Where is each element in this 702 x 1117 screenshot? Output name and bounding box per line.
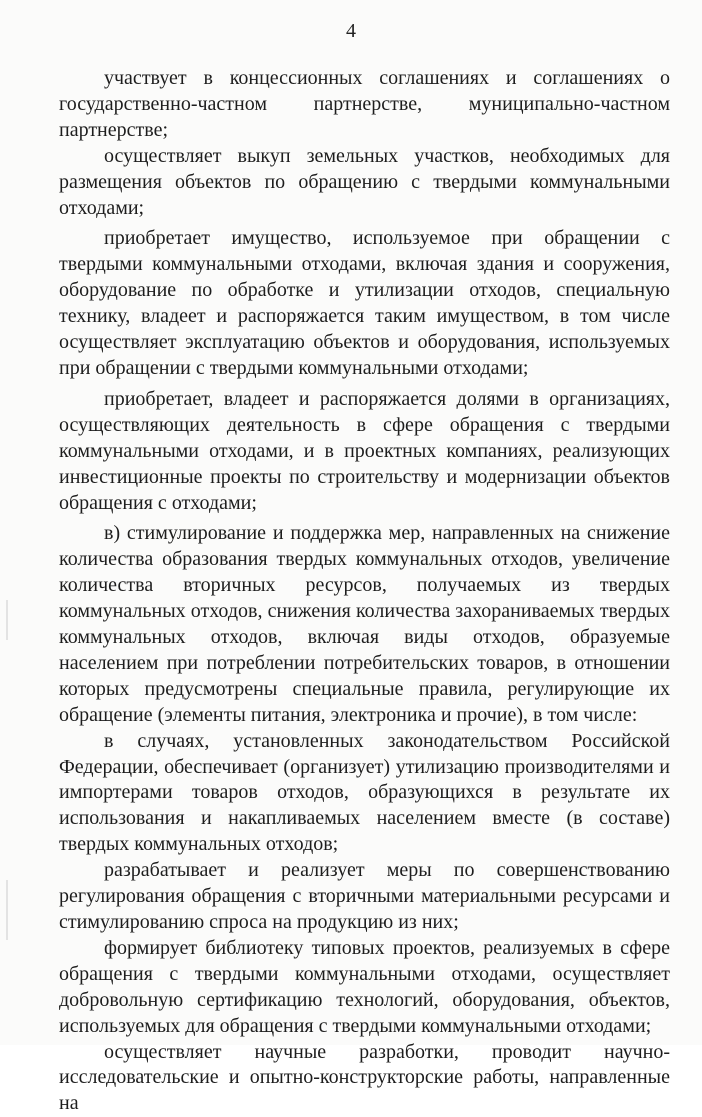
scan-margin-mark <box>6 600 8 640</box>
paragraph: в) стимулирование и поддержка мер, направленных на снижение количества образования твердых коммунальных отходов, увеличение количества вторичных ресурсов, получаемых из твердых коммунальных отходов, снижения количества захораниваемых твердых коммунальных отходов, включая виды отходов, образуемые населением при потреблении потребительских товаров, в отношении которых предусмотрены специальные правила, регулирующие их обращение (элементы питания, электроника и прочие), в том числе: <box>59 522 670 726</box>
paragraph: осуществляет выкуп земельных участков, необходимых для размещения объектов по обращению с твердыми коммунальными отходами; <box>59 144 670 219</box>
paragraph: участвует в концессионных соглашениях и соглашениях о государственно-частном партнерстве, муниципально-частном партнерстве; <box>59 67 670 141</box>
page-number: 4 <box>346 20 356 42</box>
paragraph: формирует библиотеку типовых проектов, реализуемых в сфере обращения с твердыми коммунальными отходами, осуществляет добровольную сертификацию технологий, оборудования, объектов, используемых для обращения с твердыми коммунальными отходами; <box>59 936 670 1037</box>
scan-margin-mark <box>6 880 8 940</box>
paragraph: осуществляет научные разработки, проводит научно-исследовательские и опытно-конструкторские работы, направленные на <box>59 1040 670 1115</box>
paragraph: приобретает имущество, используемое при обращении с твердыми коммунальными отходами, включая здания и сооружения, оборудование по обработке и утилизации отходов, специальную технику, владеет и распоряжается таким имуществом, в том числе осуществляет эксплуатацию объектов и оборудования, используемых при обращении с твердыми коммунальными отходами; <box>59 227 670 379</box>
paragraph: разрабатывает и реализует меры по совершенствованию регулирования обращения с вторичными материальными ресурсами и стимулированию спроса на продукцию из них; <box>59 859 670 933</box>
paragraph: в случаях, установленных законодательством Российской Федерации, обеспечивает (организует) утилизацию производителями и импортерами товаров отходов, образующихся в результате их использования и накапливаемых населением вместе (в составе) твердых коммунальных отходов; <box>59 729 670 856</box>
document-body <box>59 66 670 1117</box>
paragraph: приобретает, владеет и распоряжается долями в организациях, осуществляющих деятельность в сфере обращения с твердыми коммунальными отходами, и в проектных компаниях, реализующих инвестиционные проекты по строительству и модернизации объектов обращения с отходами; <box>59 387 670 514</box>
